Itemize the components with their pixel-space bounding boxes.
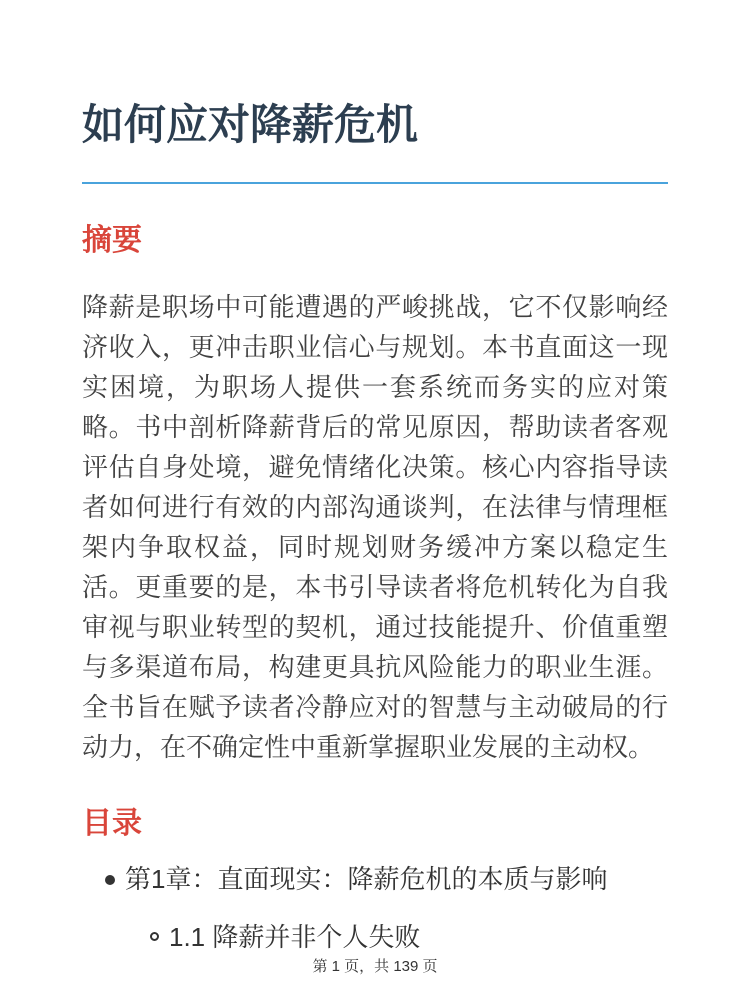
page-number-footer: 第 1 页，共 139 页 — [312, 958, 438, 975]
toc-chapter-label: 第1章：直面现实：降薪危机的本质与影响 — [125, 864, 608, 895]
toc-sublist-wrapper — [82, 921, 668, 953]
toc-chapter-item — [82, 863, 668, 895]
abstract-paragraph: 降薪是职场中可能遭遇的严峻挑战，它不仅影响经济收入，更冲击职业信心与规划。本书直面这一现实困境，为职场人提供一套系统而务实的应对策略。书中剖析降薪背后的常见原因，帮助读者客观评估自身处境，避免情绪化决策。核心内容指导读者如何进行有效的内部沟通谈判，在法律与情理框架内争取权益，同时规划财务缓冲方案以稳定生活。更重要的是，本书引导读者将危机转化为自我审视与职业转型的契机，通过技能提升、价值重塑与多渠道布局，构建更具抗风险能力的职业生涯。全书旨在赋予读者冷静应对的智慧与主动破局的行动力，在不确定性中重新掌握职业发展的主动权。 — [82, 291, 668, 762]
title-divider — [82, 182, 668, 184]
toc-section-item — [82, 921, 668, 953]
bullet-disc-icon — [105, 875, 115, 885]
toc-sublist — [82, 921, 668, 953]
toc-heading: 目录 — [82, 806, 142, 840]
page-title: 如何应对降薪危机 — [82, 101, 419, 148]
abstract-heading: 摘要 — [82, 224, 142, 258]
bullet-circle-icon — [150, 932, 159, 941]
toc-section-label: 1.1 降薪并非个人失败 — [169, 922, 421, 953]
toc-list — [82, 863, 668, 953]
